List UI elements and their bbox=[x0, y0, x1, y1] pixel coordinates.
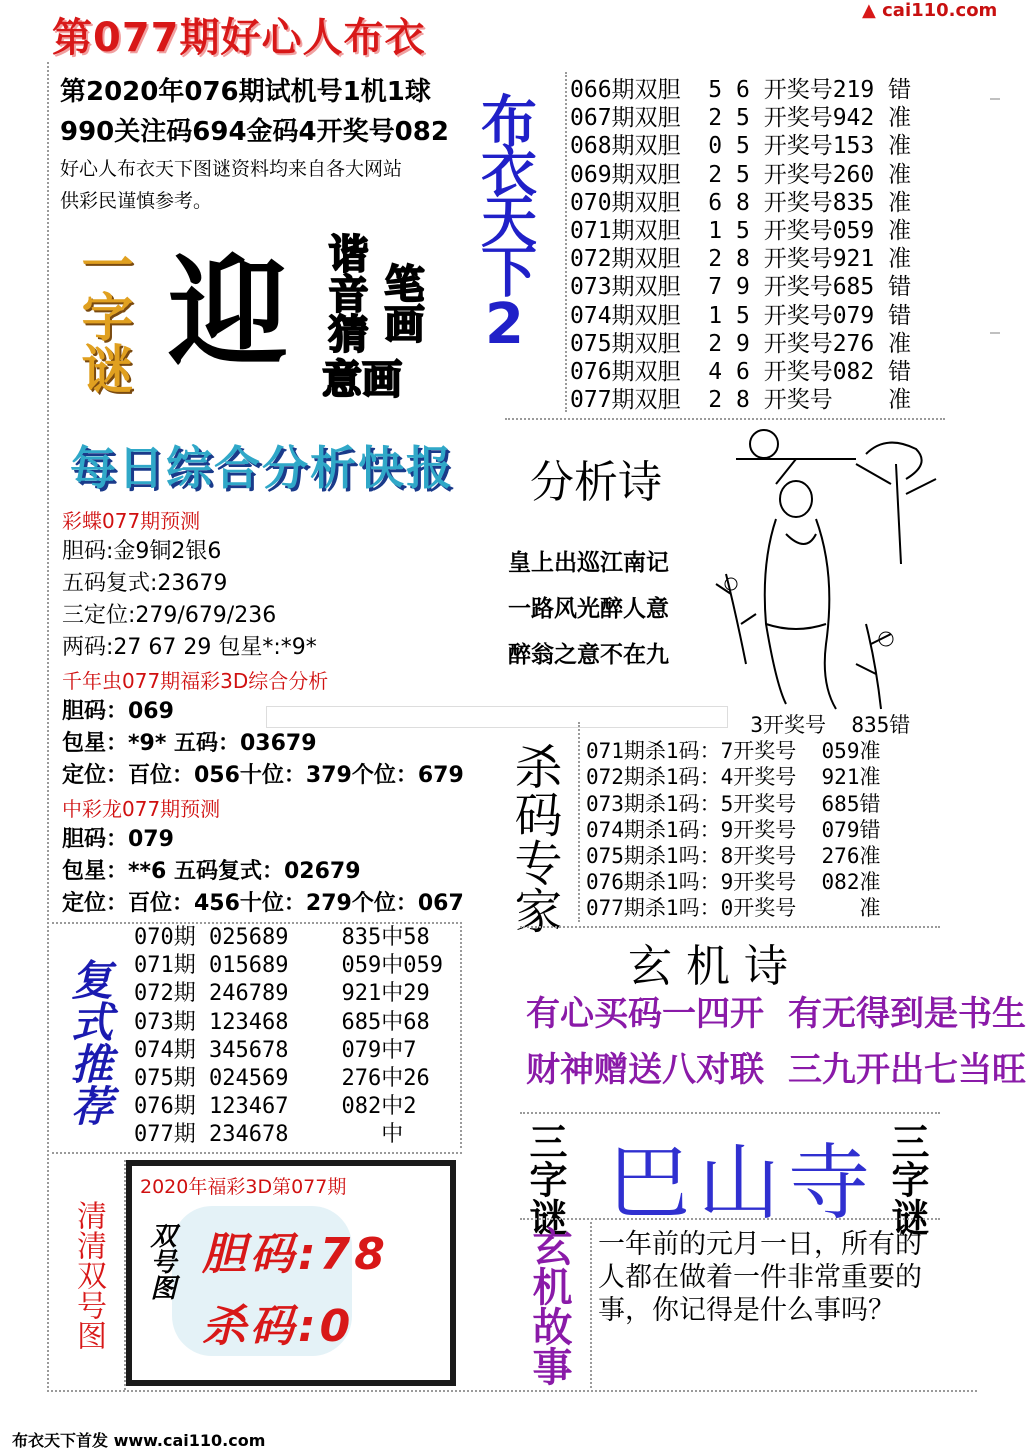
table-row: 075期双胆 2 9 开奖号276 准 bbox=[570, 330, 912, 357]
sanzi-center: 巴山寺 bbox=[608, 1136, 879, 1231]
table-row: 076期 123467 082中2 bbox=[134, 1094, 417, 1120]
table-row: 068期双胆 0 5 开奖号153 准 bbox=[570, 133, 912, 160]
table-row: 071期杀1码：7开奖号 059准 bbox=[586, 739, 881, 764]
page-title: 第077期好心人布衣 bbox=[52, 15, 426, 61]
table-row: 073期杀1码：5开奖号 685错 bbox=[586, 791, 881, 816]
shuanghao-dan: 胆码:78 bbox=[202, 1229, 389, 1280]
zcl-title: 中彩龙077期预测 bbox=[62, 797, 221, 821]
riddle-hint-1: 谐音猜 bbox=[322, 233, 368, 353]
table-row: 074期双胆 1 5 开奖号079 错 bbox=[570, 302, 912, 329]
poem-title: 分析诗 bbox=[530, 457, 662, 508]
caidie-title: 彩蝶077期预测 bbox=[62, 509, 201, 533]
table-row: 075期 024569 276中26 bbox=[134, 1066, 430, 1092]
xuanji-lines bbox=[526, 986, 1026, 1106]
riddle-char: 迎 bbox=[168, 242, 288, 383]
caidie-line: 胆码:金9铜2银6 bbox=[62, 539, 222, 564]
zcl-line: 包星：**6 五码复式：02679 bbox=[62, 859, 361, 884]
shuanghao-label: 清清双号图 bbox=[71, 1200, 106, 1350]
poem-line: 一路风光醉人意 bbox=[508, 596, 669, 622]
info-source-line: 好心人布衣天下图谜资料均来自各大网站 bbox=[60, 158, 403, 180]
table-row: 072期 246789 921中29 bbox=[134, 981, 430, 1007]
table-row: 073期双胆 7 9 开奖号685 错 bbox=[570, 274, 912, 301]
table-row: 076期双胆 4 6 开奖号082 错 bbox=[570, 359, 912, 386]
table-row: 074期杀1码：9开奖号 079错 bbox=[586, 817, 881, 842]
table-row: 075期杀1吗：8开奖号 276准 bbox=[586, 844, 881, 869]
table-row: 077期 234678 中 bbox=[134, 1122, 404, 1148]
xuanji-line: 财神赠送八对联 三九开出七当旺 bbox=[526, 1050, 1026, 1090]
site-logo[interactable] bbox=[862, 0, 997, 21]
fushi-label: 复式推荐 bbox=[65, 958, 114, 1126]
table-row: 069期双胆 2 5 开奖号260 准 bbox=[570, 161, 912, 188]
poem-line: 醉翁之意不在九 bbox=[508, 642, 669, 668]
table-row: 067期双胆 2 5 开奖号942 准 bbox=[570, 105, 912, 132]
zcl-line: 胆码：079 bbox=[62, 827, 174, 852]
caidie-line: 三定位:279/679/236 bbox=[62, 603, 277, 628]
caidie-line: 两码:27 67 29 包星*:*9* bbox=[62, 635, 317, 660]
shuanghao-sha: 杀码:0 bbox=[202, 1301, 355, 1352]
info-trial-line: 第2020年076期试机号1机1球 bbox=[60, 77, 431, 107]
table-row: 076期杀1吗：9开奖号 082准 bbox=[586, 870, 881, 895]
table-row: 070期 025689 835中58 bbox=[134, 925, 430, 950]
table-row: 3开奖号 835错 bbox=[750, 713, 911, 737]
site-domain: cai110.com bbox=[882, 0, 998, 21]
qiannianchong-block bbox=[62, 666, 502, 792]
riddle-panel bbox=[60, 228, 435, 418]
cai-logo-icon: ▲ bbox=[862, 0, 876, 21]
zcl-line: 定位：百位：456十位：279个位：067 bbox=[62, 891, 464, 916]
info-focus-line: 990关注码694金码4开奖号082 bbox=[60, 117, 449, 147]
caidie-block bbox=[62, 506, 482, 664]
poem-lines bbox=[508, 540, 669, 678]
riddle-label: 一字谜 bbox=[72, 238, 132, 394]
story-label: 玄机故事 bbox=[526, 1226, 572, 1386]
xuanji-line: 有心买码一四开 有无得到是书生 bbox=[526, 994, 1026, 1034]
caidie-line: 五码复式:23679 bbox=[62, 571, 228, 596]
table-row: 070期双胆 6 8 开奖号835 准 bbox=[570, 189, 912, 216]
table-row: 074期 345678 079中7 bbox=[134, 1037, 417, 1063]
qnc-title: 千年虫077期福彩3D综合分析 bbox=[62, 669, 329, 693]
table-row: 066期双胆 5 6 开奖号219 错 bbox=[570, 77, 912, 103]
table-row: 077期双胆 2 8 开奖号 准 bbox=[570, 387, 912, 414]
zhongcailong-block bbox=[62, 794, 502, 920]
table-row: 073期 123468 685中68 bbox=[134, 1009, 430, 1035]
double-gall-table bbox=[570, 76, 911, 414]
fushi-table bbox=[134, 924, 443, 1150]
qnc-line: 包星：*9* 五码：03679 bbox=[62, 731, 317, 756]
xuanji-title: 玄 机 诗 bbox=[628, 941, 788, 992]
table-row: 077期杀1吗：0开奖号 准 bbox=[586, 896, 881, 921]
story-text: 一年前的元月一日，所有的人都在做着一件非常重要的事，你记得是什么事吗？ bbox=[598, 1229, 922, 1326]
qnc-line: 定位：百位：056十位：379个位：679 bbox=[62, 763, 464, 788]
table-row: 071期双胆 1 5 开奖号059 准 bbox=[570, 218, 912, 245]
table-row: 072期双胆 2 8 开奖号921 准 bbox=[570, 246, 912, 273]
brand-vertical: 布衣天下2 bbox=[472, 92, 537, 351]
scholar-illustration bbox=[706, 424, 946, 714]
info-caution-line: 供彩民谨慎参考。 bbox=[60, 190, 213, 212]
shuanghao-side-label: 双号图 bbox=[146, 1222, 176, 1300]
qnc-line: 胆码：069 bbox=[62, 699, 174, 724]
riddle-hint-3: 意画 bbox=[322, 357, 402, 403]
footer-text[interactable]: 布衣天下首发 www.cai110.com bbox=[12, 1431, 266, 1450]
kill-label: 杀码专家 bbox=[506, 742, 562, 934]
shuanghao-box-title: 2020年福彩3D第077期 bbox=[140, 1176, 347, 1198]
sanzi-left-label: 三字谜 bbox=[523, 1122, 568, 1236]
info-block bbox=[60, 72, 480, 216]
shuanghao-box bbox=[126, 1160, 456, 1386]
table-row: 072期杀1码：4开奖号 921准 bbox=[586, 765, 881, 790]
daily-banner: 每日综合分析快报 bbox=[70, 441, 454, 495]
kill-table bbox=[586, 712, 910, 922]
riddle-hint-2: 笔画 bbox=[378, 263, 424, 343]
table-row: 071期 015689 059中059 bbox=[134, 953, 443, 979]
sanzi-right-label: 三字谜 bbox=[885, 1122, 930, 1236]
poem-line: 皇上出巡江南记 bbox=[508, 550, 669, 576]
